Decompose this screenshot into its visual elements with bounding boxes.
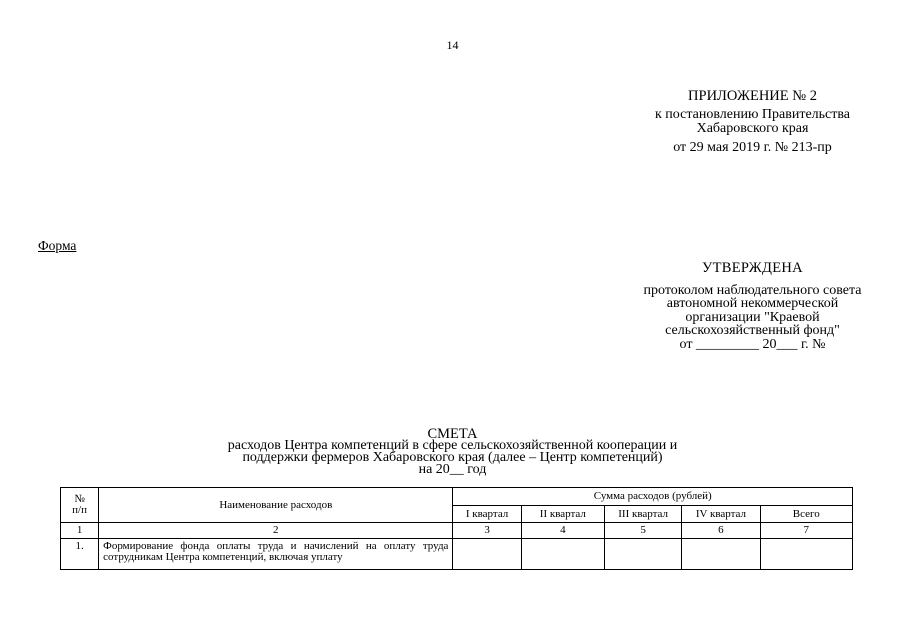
appendix-title: ПРИЛОЖЕНИЕ № 2 [688, 88, 817, 104]
row-total-value [760, 539, 852, 570]
col-number: 1 [61, 523, 99, 539]
approval-line-4: сельскохозяйственный фонд" [665, 323, 840, 338]
col-number: 3 [453, 523, 521, 539]
row-q2-value [521, 539, 604, 570]
page-number: 14 [446, 38, 459, 52]
approval-title: УТВЕРЖДЕНА [702, 260, 803, 276]
header-name: Наименование расходов [99, 488, 453, 523]
approval-block [600, 262, 905, 351]
estimate-heading [0, 428, 905, 476]
appendix-line-3: от 29 мая 2019 г. № 213-пр [673, 140, 832, 155]
header-num: № п/п [61, 488, 99, 523]
estimate-table [60, 487, 853, 570]
row-q3-value [605, 539, 682, 570]
row-q4-value [682, 539, 760, 570]
approval-line-5: от _________ 20___ г. № [679, 336, 826, 352]
header-q4: IV квартал [682, 506, 760, 523]
col-number: 7 [760, 523, 852, 539]
row-q1-value [453, 539, 521, 570]
row-number: 1. [61, 539, 99, 570]
appendix-line-2: Хабаровского края [696, 121, 809, 136]
appendix-block [600, 89, 905, 155]
approval-line-2: автономной некоммерческой [666, 296, 839, 311]
header-q2: II квартал [521, 506, 604, 523]
header-sum: Сумма расходов (рублей) [453, 488, 853, 506]
appendix-line-1: к постановлению Правительства [654, 107, 851, 122]
header-q1: I квартал [453, 506, 521, 523]
form-label: Форма [38, 238, 77, 253]
estimate-line-1: расходов Центра компетенций в сфере сельскохозяйственной кооперации и [227, 438, 678, 453]
approval-line-1: протоколом наблюдательного совета [643, 282, 862, 298]
estimate-line-3: на 20__ год [418, 462, 487, 477]
table-row [61, 539, 853, 570]
col-number: 4 [521, 523, 604, 539]
col-number: 5 [605, 523, 682, 539]
estimate-line-2: поддержки фермеров Хабаровского края (далее – Центр компетенций) [242, 450, 663, 465]
header-total: Всего [760, 506, 852, 523]
col-number: 2 [99, 523, 453, 539]
approval-line-3: организации "Краевой [685, 309, 820, 325]
col-number: 6 [682, 523, 760, 539]
row-name: Формирование фонда оплаты труда и начислений на оплату труда сотрудникам Центра компетенций, включая уплату [99, 539, 453, 570]
estimate-title: СМЕТА [427, 426, 478, 442]
header-q3: III квартал [605, 506, 682, 523]
